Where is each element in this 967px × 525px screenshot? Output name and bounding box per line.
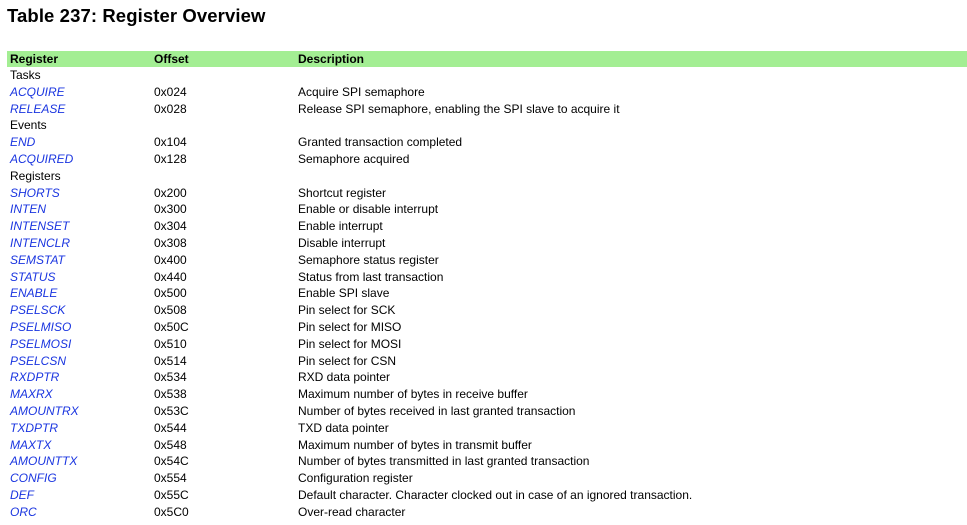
register-description: Maximum number of bytes in receive buffer (298, 387, 528, 402)
section-heading-events (7, 117, 967, 134)
register-link[interactable]: ORC (10, 504, 37, 519)
register-offset: 0x300 (154, 202, 187, 217)
register-offset: 0x028 (154, 101, 187, 116)
section-heading-registers (7, 168, 967, 185)
register-offset: 0x534 (154, 370, 187, 385)
register-description: RXD data pointer (298, 370, 391, 385)
register-offset: 0x538 (154, 387, 187, 402)
register-description: Configuration register (298, 471, 413, 486)
register-description: Number of bytes transmitted in last granted transaction (298, 454, 590, 469)
section-label: Events (10, 118, 47, 133)
register-link[interactable]: CONFIG (10, 471, 57, 486)
register-description: Pin select for SCK (298, 303, 396, 318)
register-offset: 0x304 (154, 219, 187, 234)
table-row (7, 369, 967, 386)
table-row (7, 134, 967, 151)
register-link[interactable]: MAXRX (10, 387, 53, 402)
register-link[interactable]: STATUS (10, 269, 56, 284)
column-header-offset: Offset (154, 52, 189, 66)
register-link[interactable]: PSELCSN (10, 353, 67, 368)
register-description: Number of bytes received in last granted transaction (298, 403, 576, 418)
table-row (7, 218, 967, 235)
table-row (7, 504, 967, 521)
table-header (7, 51, 967, 67)
table-row (7, 151, 967, 168)
register-link[interactable]: AMOUNTRX (10, 403, 79, 418)
register-link[interactable]: INTENSET (10, 219, 70, 234)
column-header-description: Description (298, 52, 365, 66)
register-description: Maximum number of bytes in transmit buffer (298, 437, 532, 452)
register-offset: 0x55C (154, 487, 189, 502)
register-offset: 0x554 (154, 471, 187, 486)
table-row (7, 235, 967, 252)
register-description: Semaphore status register (298, 252, 439, 267)
table-row (7, 269, 967, 286)
register-offset: 0x200 (154, 185, 187, 200)
register-link[interactable]: INTEN (10, 202, 46, 217)
section-label: Tasks (10, 68, 41, 82)
register-link[interactable]: PSELMOSI (10, 336, 72, 351)
register-link[interactable]: SEMSTAT (10, 252, 65, 267)
register-link[interactable]: END (10, 135, 36, 150)
register-description: Enable SPI slave (298, 286, 390, 301)
table-row (7, 420, 967, 437)
table-row (7, 437, 967, 454)
register-link[interactable]: RELEASE (10, 101, 66, 116)
register-offset: 0x50C (154, 319, 189, 334)
register-description: Release SPI semaphore, enabling the SPI slave to acquire it (298, 101, 620, 116)
register-link[interactable]: AMOUNTTX (10, 454, 78, 469)
register-link[interactable]: INTENCLR (10, 235, 71, 250)
register-link[interactable]: RXDPTR (10, 370, 60, 385)
register-description: Semaphore acquired (298, 151, 410, 166)
register-description: Status from last transaction (298, 269, 444, 284)
register-description: Enable interrupt (298, 219, 383, 234)
register-offset: 0x400 (154, 252, 187, 267)
register-offset: 0x024 (154, 84, 187, 99)
table-row (7, 201, 967, 218)
column-header-register: Register (10, 52, 59, 66)
register-offset: 0x308 (154, 235, 187, 250)
register-offset: 0x514 (154, 353, 187, 368)
register-overview-table (7, 51, 967, 521)
register-offset: 0x508 (154, 303, 187, 318)
register-description: Acquire SPI semaphore (298, 84, 425, 99)
register-link[interactable]: ACQUIRED (10, 151, 74, 166)
table-row (7, 403, 967, 420)
table-row (7, 386, 967, 403)
register-link[interactable]: ACQUIRE (10, 84, 65, 99)
register-offset: 0x440 (154, 269, 187, 284)
table-row (7, 302, 967, 319)
register-description: Default character. Character clocked out in case of an ignored transaction. (298, 487, 693, 502)
register-offset: 0x548 (154, 437, 187, 452)
register-description: Pin select for MOSI (298, 336, 402, 351)
register-offset: 0x104 (154, 135, 187, 150)
register-link[interactable]: MAXTX (10, 437, 52, 452)
register-description: Shortcut register (298, 185, 387, 200)
table-row (7, 336, 967, 353)
register-link[interactable]: PSELMISO (10, 319, 72, 334)
register-link[interactable]: TXDPTR (10, 420, 58, 435)
section-label: Registers (10, 168, 61, 183)
register-description: Enable or disable interrupt (298, 202, 439, 217)
register-link[interactable]: PSELSCK (10, 303, 66, 318)
table-row (7, 252, 967, 269)
register-description: Over-read character (298, 504, 406, 519)
register-description: Pin select for CSN (298, 353, 397, 368)
table-row (7, 84, 967, 101)
register-offset: 0x5C0 (154, 504, 189, 519)
register-description: Pin select for MISO (298, 319, 402, 334)
register-description: Granted transaction completed (298, 135, 463, 150)
register-offset: 0x53C (154, 403, 189, 418)
register-description: Disable interrupt (298, 235, 386, 250)
section-heading-tasks (7, 67, 967, 84)
table-row (7, 453, 967, 470)
register-link[interactable]: ENABLE (10, 286, 58, 301)
register-link[interactable]: SHORTS (10, 185, 60, 200)
table-title: Table 237: Register Overview (7, 5, 266, 26)
register-offset: 0x500 (154, 286, 187, 301)
register-offset: 0x54C (154, 454, 189, 469)
table-row (7, 487, 967, 504)
register-description: TXD data pointer (298, 420, 389, 435)
table-row (7, 353, 967, 370)
register-link[interactable]: DEF (10, 487, 34, 502)
register-offset: 0x510 (154, 336, 187, 351)
register-offset: 0x544 (154, 420, 187, 435)
table-row (7, 101, 967, 118)
table-row (7, 285, 967, 302)
register-offset: 0x128 (154, 151, 187, 166)
table-row (7, 185, 967, 202)
table-row (7, 470, 967, 487)
table-row (7, 319, 967, 336)
